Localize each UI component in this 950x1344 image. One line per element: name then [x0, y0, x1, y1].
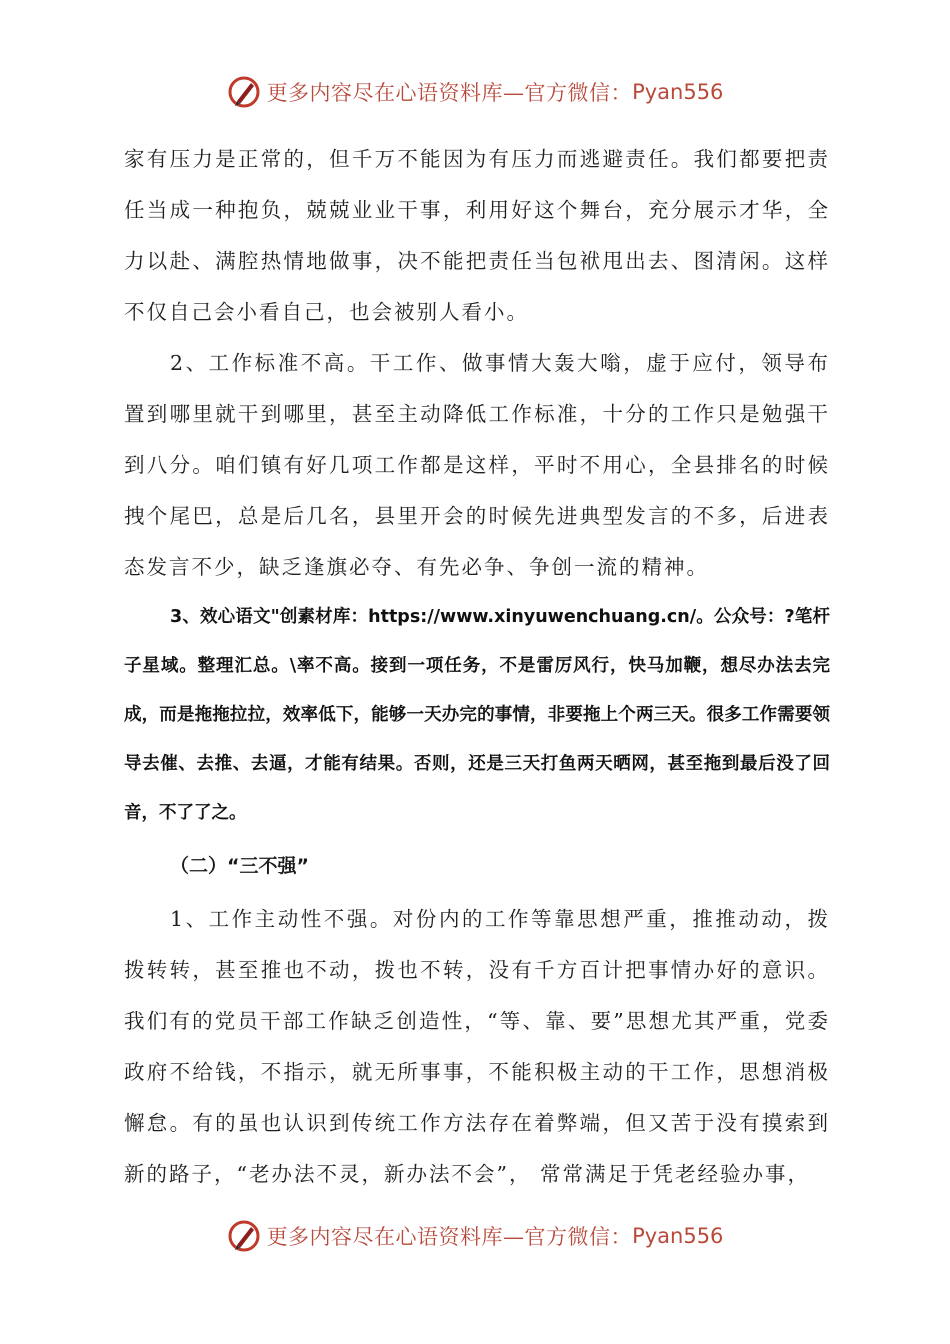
header-banner — [0, 72, 950, 112]
pen-logo-icon — [227, 1219, 261, 1253]
banner-text: 更多内容尽在心语资料库—官方微信： — [266, 1225, 633, 1249]
paragraph-4: 1、工作主动性不强。对份内的工作等靠思想严重，推推动动，拨拨转转，甚至推也不动，拨也不转，没有千方百计把事情办好的意识。我们有的党员干部工作缺乏创造性，“等、靠、要”思想尤其严重，党委政府不给钱，不指示，就无所事事，不能积极主动的干工作，思想消极懈怠。有的虽也认识到传统工作方法存在着弊端，但又苦于没有摸索到新的路子，“老办法不灵，新办法不会”， 常常满足于凭老经验办事， — [124, 907, 830, 1186]
section-heading: （二）“三不强” — [170, 855, 309, 877]
document-body — [124, 134, 830, 1200]
pen-logo-icon — [227, 75, 261, 109]
banner-wechat-id: Pyan556 — [632, 1224, 724, 1248]
paragraph-2: 2、工作标准不高。干工作、做事情大轰大嗡，虚于应付，领导布置到哪里就干到哪里，甚至主动降低工作标准，十分的工作只是勉强干到八分。咱们镇有好几项工作都是这样，平时不用心，全县排名的时候拽个尾巴，总是后几名，县里开会的时候先进典型发言的不多，后进表态发言不少，缺乏逢旗必夺、有先必争、争创一流的精神。 — [124, 351, 830, 579]
banner-text: 更多内容尽在心语资料库—官方微信： — [266, 81, 633, 105]
paragraph-1: 家有压力是正常的，但千万不能因为有压力而逃避责任。我们都要把责任当成一种抱负，兢兢业业干事，利用好这个舞台，充分展示才华，全力以赴、满腔热情地做事，决不能把责任当包袱甩出去、图清闲。这样不仅自己会小看自己，也会被别人看小。 — [124, 147, 830, 324]
banner-wechat-id: Pyan556 — [632, 80, 724, 104]
footer-banner — [0, 1216, 950, 1256]
paragraph-3: 3、效心语文"创素材库：https://www.xinyuwenchuang.cn/。公众号：?笔杆子星域。整理汇总。\率不高。接到一项任务，不是雷厉风行，快马加鞭，想尽办法去完成，而是拖拖拉拉，效率低下，能够一天办完的事情，非要拖上个两三天。很多工作需要领导去催、去推、去逼，才能有结果。否则，还是三天打鱼两天晒网，甚至拖到最后没了回音，不了了之。 — [124, 607, 830, 823]
